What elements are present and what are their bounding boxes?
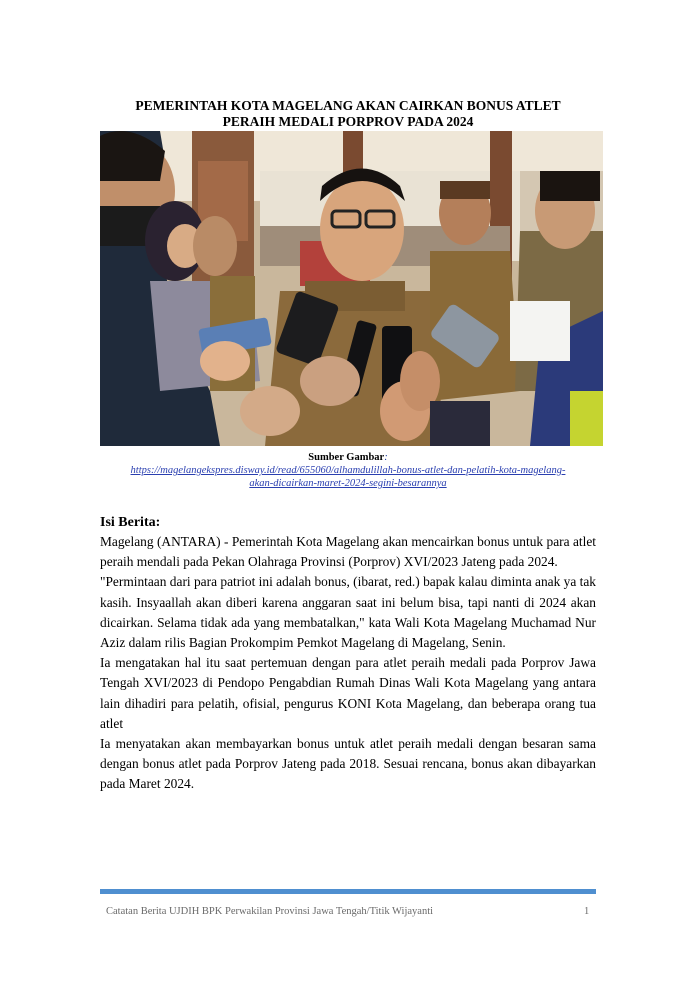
source-label: Sumber Gambar [308, 452, 385, 463]
footer-text: Catatan Berita UJDIH BPK Perwakilan Provinsi Jawa Tengah/Titik Wijayanti [106, 906, 434, 917]
article-body [100, 532, 596, 795]
source-link-line-1[interactable]: https://magelangekspres.disway.id/read/655060/alhamdulillah-bonus-atlet-dan-pelatih-kota-magelang- [130, 465, 566, 476]
section-heading: Isi Berita: [100, 515, 161, 530]
news-photo [100, 131, 603, 446]
article-paragraph: Ia menyatakan akan membayarkan bonus untuk atlet peraih medali dengan besaran sama dengan bonus atlet pada Porprov Jateng pada 2018. Sesuai rencana, bonus akan dibayarkan pada Maret 2024. [100, 736, 596, 792]
article-paragraph: Magelang (ANTARA) - Pemerintah Kota Magelang akan mencairkan bonus untuk para atlet peraih mendali pada Pekan Olahraga Provinsi (Porprov) XVI/2023 Jateng pada 2024. [100, 534, 596, 570]
source-colon: : [384, 452, 388, 463]
page-number: 1 [584, 906, 590, 917]
article-paragraph: Ia mengatakan hal itu saat pertemuan dengan para atlet peraih medali pada Porprov Jawa Tengah XVI/2023 di Pendopo Pengabdian Rumah Dinas Wali Kota Magelang yang antara lain dihadiri para pelatih, ofisial, pengurus KONI Kota Magelang, dan beberapa orang tua atlet [100, 655, 596, 731]
source-link-line-2[interactable]: akan-dicairkan-maret-2024-segini-besarannya [249, 478, 447, 489]
title-line-2: PERAIH MEDALI PORPROV PADA 2024 [222, 114, 474, 129]
footer-divider [100, 889, 596, 894]
page-title [100, 98, 596, 130]
title-line-1: PEMERINTAH KOTA MAGELANG AKAN CAIRKAN BONUS ATLET [135, 98, 561, 113]
image-caption [100, 451, 596, 490]
caption-source-line [100, 451, 596, 464]
article-paragraph: "Permintaan dari para patriot ini adalah bonus, (ibarat, red.) bapak kalau diminta anak ya tak kasih. Insyaallah akan diberi karena anggaran saat ini belum bisa, tapi nanti di 2024 akan dicairkan. Selama tidak ada yang membatalkan," kata Wali Kota Magelang Muchamad Nur Aziz dalam rilis Bagian Prokompim Pemkot Magelang di Magelang, Senin. [100, 574, 596, 651]
